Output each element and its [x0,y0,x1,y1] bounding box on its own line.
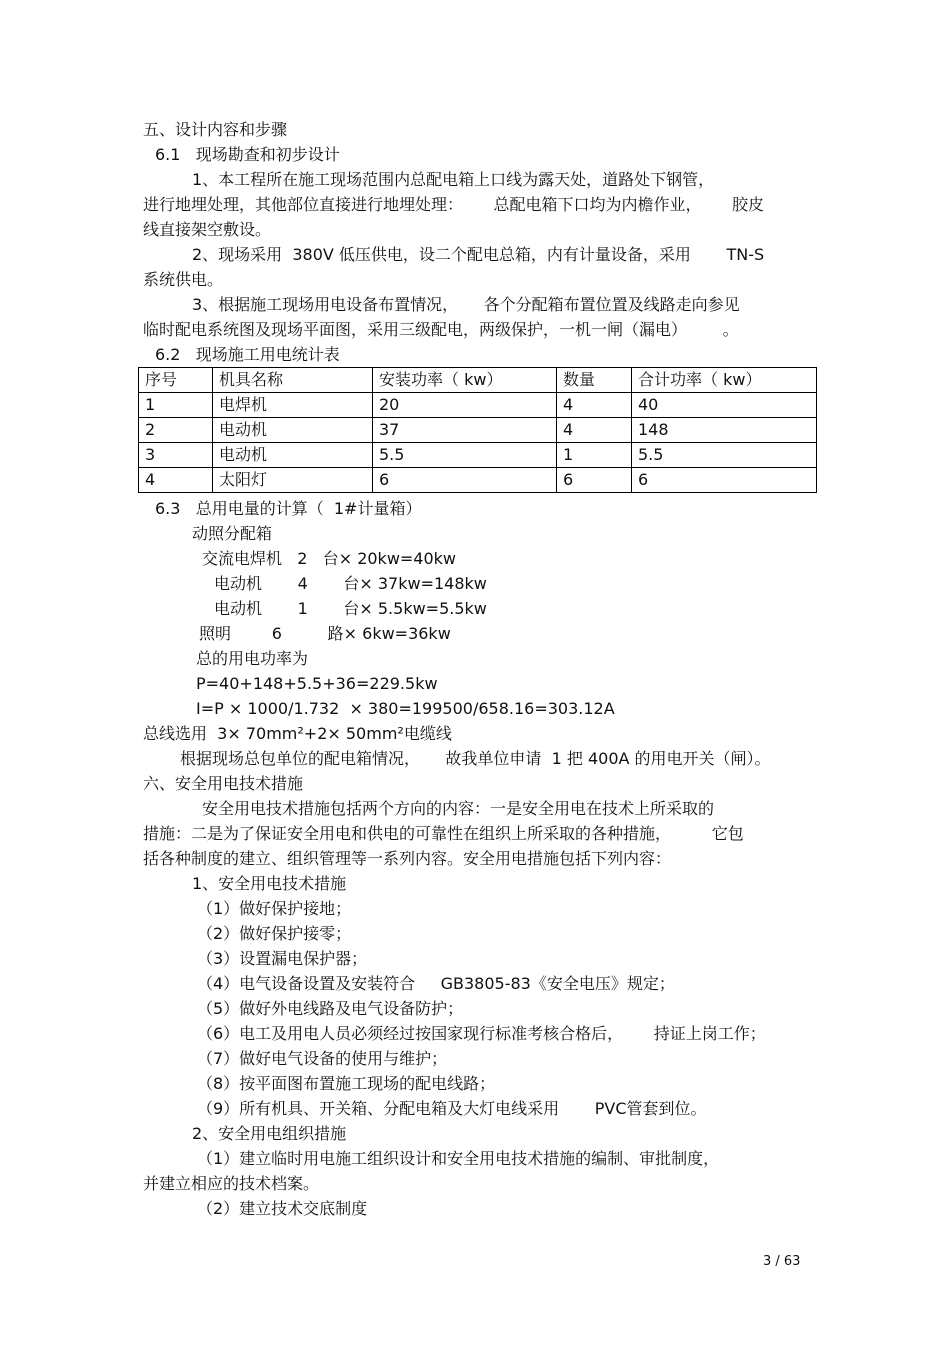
calc-line: 电动机 4 台× 37kw=148kw [214,574,487,593]
table-cell: 4 [139,468,213,493]
calc-line: 总线选用 3× 70mm²+2× 50mm²电缆线 [143,724,452,743]
table-row [139,443,817,468]
paragraph-line: 线直接架空敷设。 [143,220,272,239]
table-cell: 2 [139,418,213,443]
list-item: （8）按平面图布置施工现场的配电线路； [197,1074,496,1093]
table-cell: 电动机 [213,443,373,468]
paragraph-line: 措施：二是为了保证安全用电和供电的可靠性在组织上所采取的各种措施， 它包 [143,824,744,843]
paragraph-line: 系统供电。 [143,270,224,289]
table-cell: 1 [139,393,213,418]
paragraph-line: 括各种制度的建立、组织管理等一系列内容。安全用电措施包括下列内容： [143,849,672,868]
calc-line: 交流电焊机 2 台× 20kw=40kw [202,549,457,568]
table-cell: 4 [557,393,632,418]
table-header-row [139,368,817,393]
calc-line: 总的用电功率为 [196,649,309,668]
list-item: （3）设置漏电保护器； [197,949,368,968]
page-number: 3 / 63 [763,1254,801,1269]
calc-line: 电动机 1 台× 5.5kw=5.5kw [214,599,487,618]
list-item: （1）做好保护接地； [197,899,352,918]
list-item: （2）做好保护接零； [197,924,352,943]
calc-line: I=P × 1000/1.732 × 380=199500/658.16=303.12A [196,699,615,718]
section-6-heading: 六、安全用电技术措施 [143,774,304,793]
paragraph-line: 1、本工程所在施工现场范围内总配电箱上口线为露天处，道路处下钢管， [192,170,715,189]
table-header-cell: 机具名称 [213,368,373,393]
table-cell: 40 [632,393,817,418]
table-header-cell: 数量 [557,368,632,393]
table-header-cell: 序号 [139,368,213,393]
table-header-cell: 安装功率（ kw） [373,368,557,393]
table-cell: 太阳灯 [213,468,373,493]
table-cell: 4 [557,418,632,443]
table-header-cell: 合计功率（ kw） [632,368,817,393]
table-cell: 6 [557,468,632,493]
list-item: （2）建立技术交底制度 [197,1199,368,1218]
calc-line: 照明 6 路× 6kw=36kw [199,624,451,643]
subsection-6-1-heading: 6.1 现场勘查和初步设计 [155,145,340,164]
table-row [139,418,817,443]
table-cell: 3 [139,443,213,468]
table-cell: 5.5 [373,443,557,468]
table-cell: 电动机 [213,418,373,443]
table-cell: 5.5 [632,443,817,468]
paragraph-line: 3、根据施工现场用电设备布置情况， 各个分配箱布置位置及线路走向参见 [192,295,740,314]
table-cell: 1 [557,443,632,468]
subsection-6-2-heading: 6.2 现场施工用电统计表 [155,345,340,364]
table-cell: 电焊机 [213,393,373,418]
table-cell: 6 [632,468,817,493]
list-item: （6）电工及用电人员必须经过按国家现行标准考核合格后， 持证上岗工作； [197,1024,766,1043]
list-item: （1）建立临时用电施工组织设计和安全用电技术措施的编制、审批制度， [197,1149,720,1168]
paragraph-line: 安全用电技术措施包括两个方向的内容：一是安全用电在技术上所采取的 [202,799,715,818]
paragraph-line: 2、现场采用 380V 低压供电，设二个配电总箱，内有计量设备，采用 TN-S [192,245,765,264]
paragraph-line: 临时配电系统图及现场平面图，采用三级配电，两级保护，一机一闸（漏电） 。 [143,320,739,339]
calc-line: 根据现场总包单位的配电箱情况， 故我单位申请 1 把 400A 的用电开关（闸）。 [180,749,771,768]
org-measures-title: 2、安全用电组织措施 [192,1124,347,1143]
paragraph-line: 并建立相应的技术档案。 [143,1174,320,1193]
section-5-heading: 五、设计内容和步骤 [143,120,288,139]
table-cell: 20 [373,393,557,418]
table-row [139,468,817,493]
calc-line: P=40+148+5.5+36=229.5kw [196,674,438,693]
table-cell: 37 [373,418,557,443]
calc-line: 动照分配箱 [192,524,273,543]
list-item: （7）做好电气设备的使用与维护； [197,1049,448,1068]
subsection-6-3-heading: 6.3 总用电量的计算（ 1#计量箱） [155,499,422,518]
list-item: （5）做好外电线路及电气设备防护； [197,999,464,1018]
tech-measures-title: 1、安全用电技术措施 [192,874,347,893]
table-cell: 6 [373,468,557,493]
table-cell: 148 [632,418,817,443]
list-item: （9）所有机具、开关箱、分配电箱及大灯电线采用 PVC管套到位。 [197,1099,707,1118]
power-usage-table [138,367,817,493]
list-item: （4）电气设备设置及安装符合 GB3805-83《安全电压》规定； [197,974,675,993]
table-row [139,393,817,418]
paragraph-line: 进行地埋处理，其他部位直接进行地埋处理： 总配电箱下口均为内檐作业， 胶皮 [143,195,765,214]
